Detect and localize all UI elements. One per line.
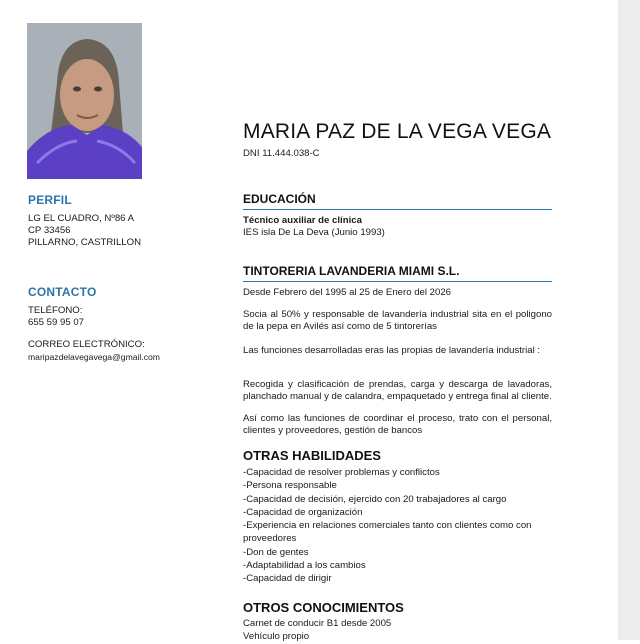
list-item: -Don de gentes [243, 546, 309, 558]
experience-paragraph: Socia al 50% y responsable de lavandería industrial sita en el poligono de la pepa en Avilés así como de 5 tintorerías [243, 309, 552, 332]
experience-paragraph: Las funciones desarrolladas eras las propias de lavandería industrial : [243, 345, 541, 356]
skills-heading: OTRAS HABILIDADES [243, 448, 381, 463]
address-line: CP 33456 [28, 225, 71, 236]
list-item: -Adaptabilidad a los cambios [243, 560, 366, 572]
contact-phone [28, 305, 84, 329]
email-label: CORREO ELECTRÓNICO: [28, 339, 145, 350]
email-value: maripazdelavegavega@gmail.com [28, 352, 160, 362]
experience-heading: TINTORERIA LAVANDERIA MIAMI S.L. [243, 264, 552, 282]
skills-list [243, 466, 558, 586]
experience-dates: Desde Febrero del 1995 al 25 de Enero del 2026 [243, 287, 452, 298]
contacto-heading: CONTACTO [28, 285, 97, 299]
education-heading: EDUCACIÓN [243, 192, 552, 210]
education-degree: Técnico auxiliar de clínica [243, 215, 362, 226]
knowledge-heading: OTROS CONOCIMIENTOS [243, 600, 404, 615]
contact-email [28, 339, 160, 363]
list-item: -Capacidad de decisión, ejercido con 20 trabajadores al cargo [243, 493, 507, 505]
candidate-dni: DNI 11.444.038-C [243, 148, 320, 159]
experience-paragraph: Recogida y clasificación de prendas, carga y descarga de lavadoras, planchado manual y de calandra, empaquetado y entrega final al cliente. [243, 379, 552, 402]
list-item: Vehículo propio [243, 631, 310, 643]
experience-paragraph: Así como las funciones de coordinar el proceso, trato con el personal, clientes y proveedores, gestión de bancos [243, 413, 552, 436]
perfil-address [28, 213, 141, 249]
address-line: PILLARNO, CASTRILLON [28, 237, 142, 248]
phone-label: TELÉFONO: [28, 305, 83, 316]
candidate-name: MARIA PAZ DE LA VEGA VEGA [243, 120, 552, 143]
list-item: -Experiencia en relaciones comerciales tanto con clientes como con proveedores [243, 520, 532, 545]
address-line: LG EL CUADRO, Nº86 A [28, 213, 135, 224]
list-item: -Persona responsable [243, 480, 337, 492]
education-school: IES isla De La Deva (Junio 1993) [243, 226, 385, 238]
list-item: -Capacidad de organización [243, 506, 363, 518]
profile-photo [27, 23, 142, 179]
perfil-heading: PERFIL [28, 193, 72, 207]
phone-value: 655 59 95 07 [28, 317, 85, 328]
page-edge [618, 0, 640, 640]
list-item: Carnet de conducir B1 desde 2005 [243, 618, 392, 629]
education-entry [243, 215, 552, 238]
list-item: -Capacidad de resolver problemas y conflictos [243, 467, 440, 478]
list-item: -Capacidad de dirigir [243, 573, 332, 585]
